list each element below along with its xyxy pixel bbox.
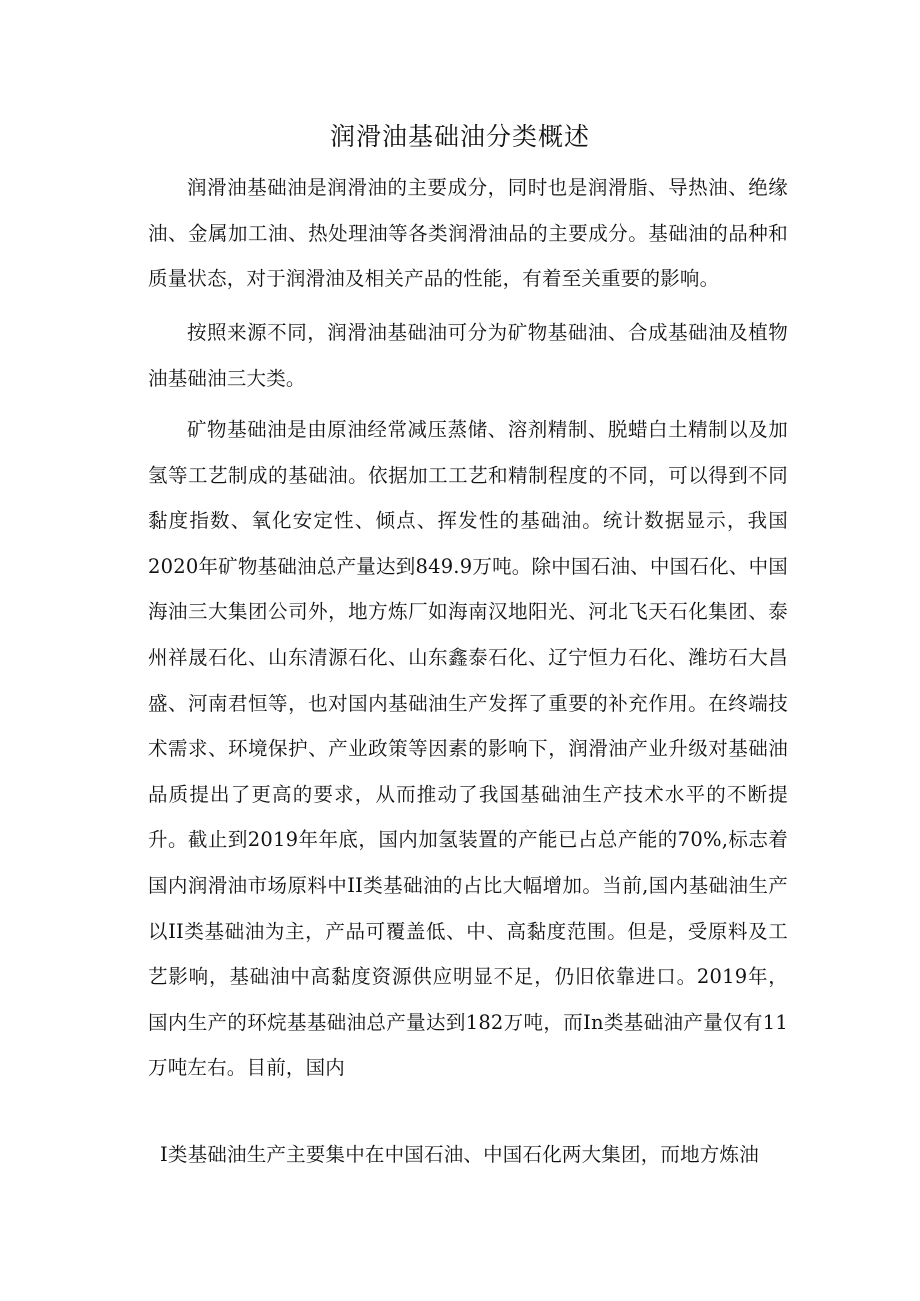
paragraph-classification: 按照来源不同，润滑油基础油可分为矿物基础油、合成基础油及植物油基础油三大类。: [148, 321, 788, 390]
document-title: 润滑油基础油分类概述: [329, 122, 590, 151]
paragraph-mineral-base-oil: 矿物基础油是由原油经常减压蒸储、溶剂精制、脱蜡白土精制以及加氢等工艺制成的基础油。依据加工工艺和精制程度的不同，可以得到不同黏度指数、氧化安定性、倾点、挥发性的基础油。统计数据显示，我国2020年矿物基础油总产量达到849.9万吨。除中国石油、中国石化、中国海油三大集团公司外，地方炼厂如海南汉地阳光、河北飞天石化集团、泰州祥晟石化、山东清源石化、山东鑫泰石化、辽宁恒力石化、潍坊石大昌盛、河南君恒等，也对国内基础油生产发挥了重要的补充作用。在终端技术需求、环境保护、产业政策等因素的影响下，润滑油产业升级对基础油品质提出了更高的要求，从而推动了我国基础油生产技术水平的不断提升。截止到2019年年底，国内加氢装置的产能已占总产能的70%,标志着国内润滑油市场原料中II类基础油的占比大幅增加。当前,国内基础油生产以II类基础油为主，产品可覆盖低、中、高黏度范围。但是，受原料及工艺影响，基础油中高黏度资源供应明显不足，仍旧依靠进口。2019年，国内生产的环烷基基础油总产量达到182万吨，而In类基础油产量仅有11万吨左右。目前，国内: [148, 418, 788, 1080]
paragraph-intro: 润滑油基础油是润滑油的主要成分，同时也是润滑脂、导热油、绝缘油、金属加工油、热处理油等各类润滑油品的主要成分。基础油的品种和质量状态，对于润滑油及相关产品的性能，有着至关重要的影响。: [148, 176, 788, 291]
paragraph-group-i-production: I类基础油生产主要集中在中国石油、中国石化两大集团，而地方炼油: [160, 1143, 759, 1166]
